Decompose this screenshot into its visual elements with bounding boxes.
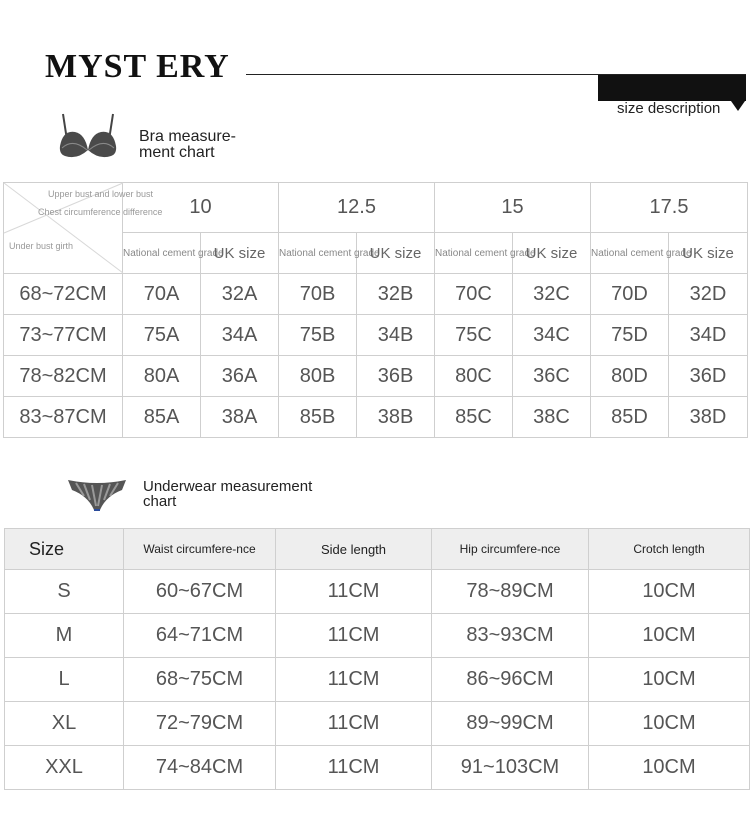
size-cell: S	[5, 570, 124, 614]
size-cell: XL	[5, 702, 124, 746]
national-size-cell: 75C	[435, 315, 513, 356]
national-size-cell: 80B	[279, 356, 357, 397]
waist-header: Waist circumfere-nce	[124, 529, 276, 570]
bra-size-table	[3, 182, 748, 438]
table-row	[5, 702, 750, 746]
hip-cell: 86~96CM	[432, 658, 589, 702]
corner-label-top: Upper bust and lower bust	[48, 189, 154, 199]
under-bust-range-cell: 78~82CM	[4, 356, 123, 397]
size-header: Size	[5, 529, 124, 570]
cup-group-header: 15	[435, 183, 591, 233]
underwear-icon	[66, 474, 128, 514]
uk-size-header: UK size	[669, 233, 748, 274]
hip-cell: 89~99CM	[432, 702, 589, 746]
national-size-cell: 80C	[435, 356, 513, 397]
uk-size-cell: 34A	[201, 315, 279, 356]
uk-size-cell: 34B	[357, 315, 435, 356]
side-length-cell: 11CM	[276, 746, 432, 790]
size-description-label: size description	[617, 100, 721, 117]
size-cell: L	[5, 658, 124, 702]
side-length-cell: 11CM	[276, 702, 432, 746]
national-size-cell: 70D	[591, 274, 669, 315]
national-size-cell: 75A	[123, 315, 201, 356]
underwear-size-table	[4, 528, 750, 790]
uk-size-cell: 32B	[357, 274, 435, 315]
uk-size-cell: 38C	[513, 397, 591, 438]
waist-cell: 68~75CM	[124, 658, 276, 702]
table-row	[5, 614, 750, 658]
waist-cell: 74~84CM	[124, 746, 276, 790]
uk-size-header: UK size	[513, 233, 591, 274]
corner-label-bottom: Under bust girth	[9, 241, 74, 251]
national-size-cell: 85B	[279, 397, 357, 438]
corner-label-middle: Chest circumference difference	[38, 207, 163, 217]
uk-size-cell: 36B	[357, 356, 435, 397]
hip-cell: 83~93CM	[432, 614, 589, 658]
cup-group-header: 12.5	[279, 183, 435, 233]
size-cell: M	[5, 614, 124, 658]
national-size-cell: 70A	[123, 274, 201, 315]
hip-cell: 78~89CM	[432, 570, 589, 614]
uk-size-cell: 34D	[669, 315, 748, 356]
national-size-cell: 75B	[279, 315, 357, 356]
hip-cell: 91~103CM	[432, 746, 589, 790]
side-length-cell: 11CM	[276, 614, 432, 658]
uk-size-cell: 38D	[669, 397, 748, 438]
uk-size-cell: 36A	[201, 356, 279, 397]
national-size-cell: 80D	[591, 356, 669, 397]
uk-size-cell: 36D	[669, 356, 748, 397]
table-row	[4, 274, 748, 315]
brand-logo: MYST ERY	[45, 48, 230, 85]
national-size-header: National cement grade	[591, 233, 669, 274]
cup-group-header: 17.5	[591, 183, 748, 233]
table-row	[4, 356, 748, 397]
table-row	[5, 658, 750, 702]
national-size-header: National cement grade	[435, 233, 513, 274]
cup-group-header: 10	[123, 183, 279, 233]
national-size-header: National cement grade	[123, 233, 201, 274]
uk-size-cell: 38A	[201, 397, 279, 438]
table-row	[5, 746, 750, 790]
side-length-cell: 11CM	[276, 658, 432, 702]
crotch-length-cell: 10CM	[589, 614, 750, 658]
national-size-cell: 80A	[123, 356, 201, 397]
hip-header: Hip circumfere-nce	[432, 529, 589, 570]
tag-bar	[598, 75, 746, 101]
national-size-cell: 85C	[435, 397, 513, 438]
size-cell: XXL	[5, 746, 124, 790]
crotch-length-header: Crotch length	[589, 529, 750, 570]
uk-size-header: UK size	[357, 233, 435, 274]
crotch-length-cell: 10CM	[589, 746, 750, 790]
uk-size-cell: 38B	[357, 397, 435, 438]
national-size-cell: 70B	[279, 274, 357, 315]
uk-size-cell: 34C	[513, 315, 591, 356]
waist-cell: 60~67CM	[124, 570, 276, 614]
under-bust-range-cell: 68~72CM	[4, 274, 123, 315]
under-bust-range-cell: 83~87CM	[4, 397, 123, 438]
side-length-header: Side length	[276, 529, 432, 570]
waist-cell: 64~71CM	[124, 614, 276, 658]
uk-size-cell: 36C	[513, 356, 591, 397]
crotch-length-cell: 10CM	[589, 658, 750, 702]
national-size-cell: 70C	[435, 274, 513, 315]
national-size-cell: 75D	[591, 315, 669, 356]
national-size-cell: 85A	[123, 397, 201, 438]
table-row	[4, 315, 748, 356]
bra-icon	[57, 110, 119, 162]
crotch-length-cell: 10CM	[589, 702, 750, 746]
under-bust-range-cell: 73~77CM	[4, 315, 123, 356]
national-size-cell: 85D	[591, 397, 669, 438]
crotch-length-cell: 10CM	[589, 570, 750, 614]
national-size-header: National cement grade	[279, 233, 357, 274]
uk-size-cell: 32D	[669, 274, 748, 315]
tag-pointer-icon	[731, 101, 745, 111]
uk-size-cell: 32A	[201, 274, 279, 315]
underwear-chart-title: Underwear measurement chart	[143, 478, 313, 510]
table-corner-cell	[4, 183, 163, 274]
table-row	[5, 570, 750, 614]
table-row	[4, 397, 748, 438]
uk-size-header: UK size	[201, 233, 279, 274]
uk-size-cell: 32C	[513, 274, 591, 315]
side-length-cell: 11CM	[276, 570, 432, 614]
waist-cell: 72~79CM	[124, 702, 276, 746]
bra-chart-title: Bra measure- ment chart	[139, 128, 236, 161]
